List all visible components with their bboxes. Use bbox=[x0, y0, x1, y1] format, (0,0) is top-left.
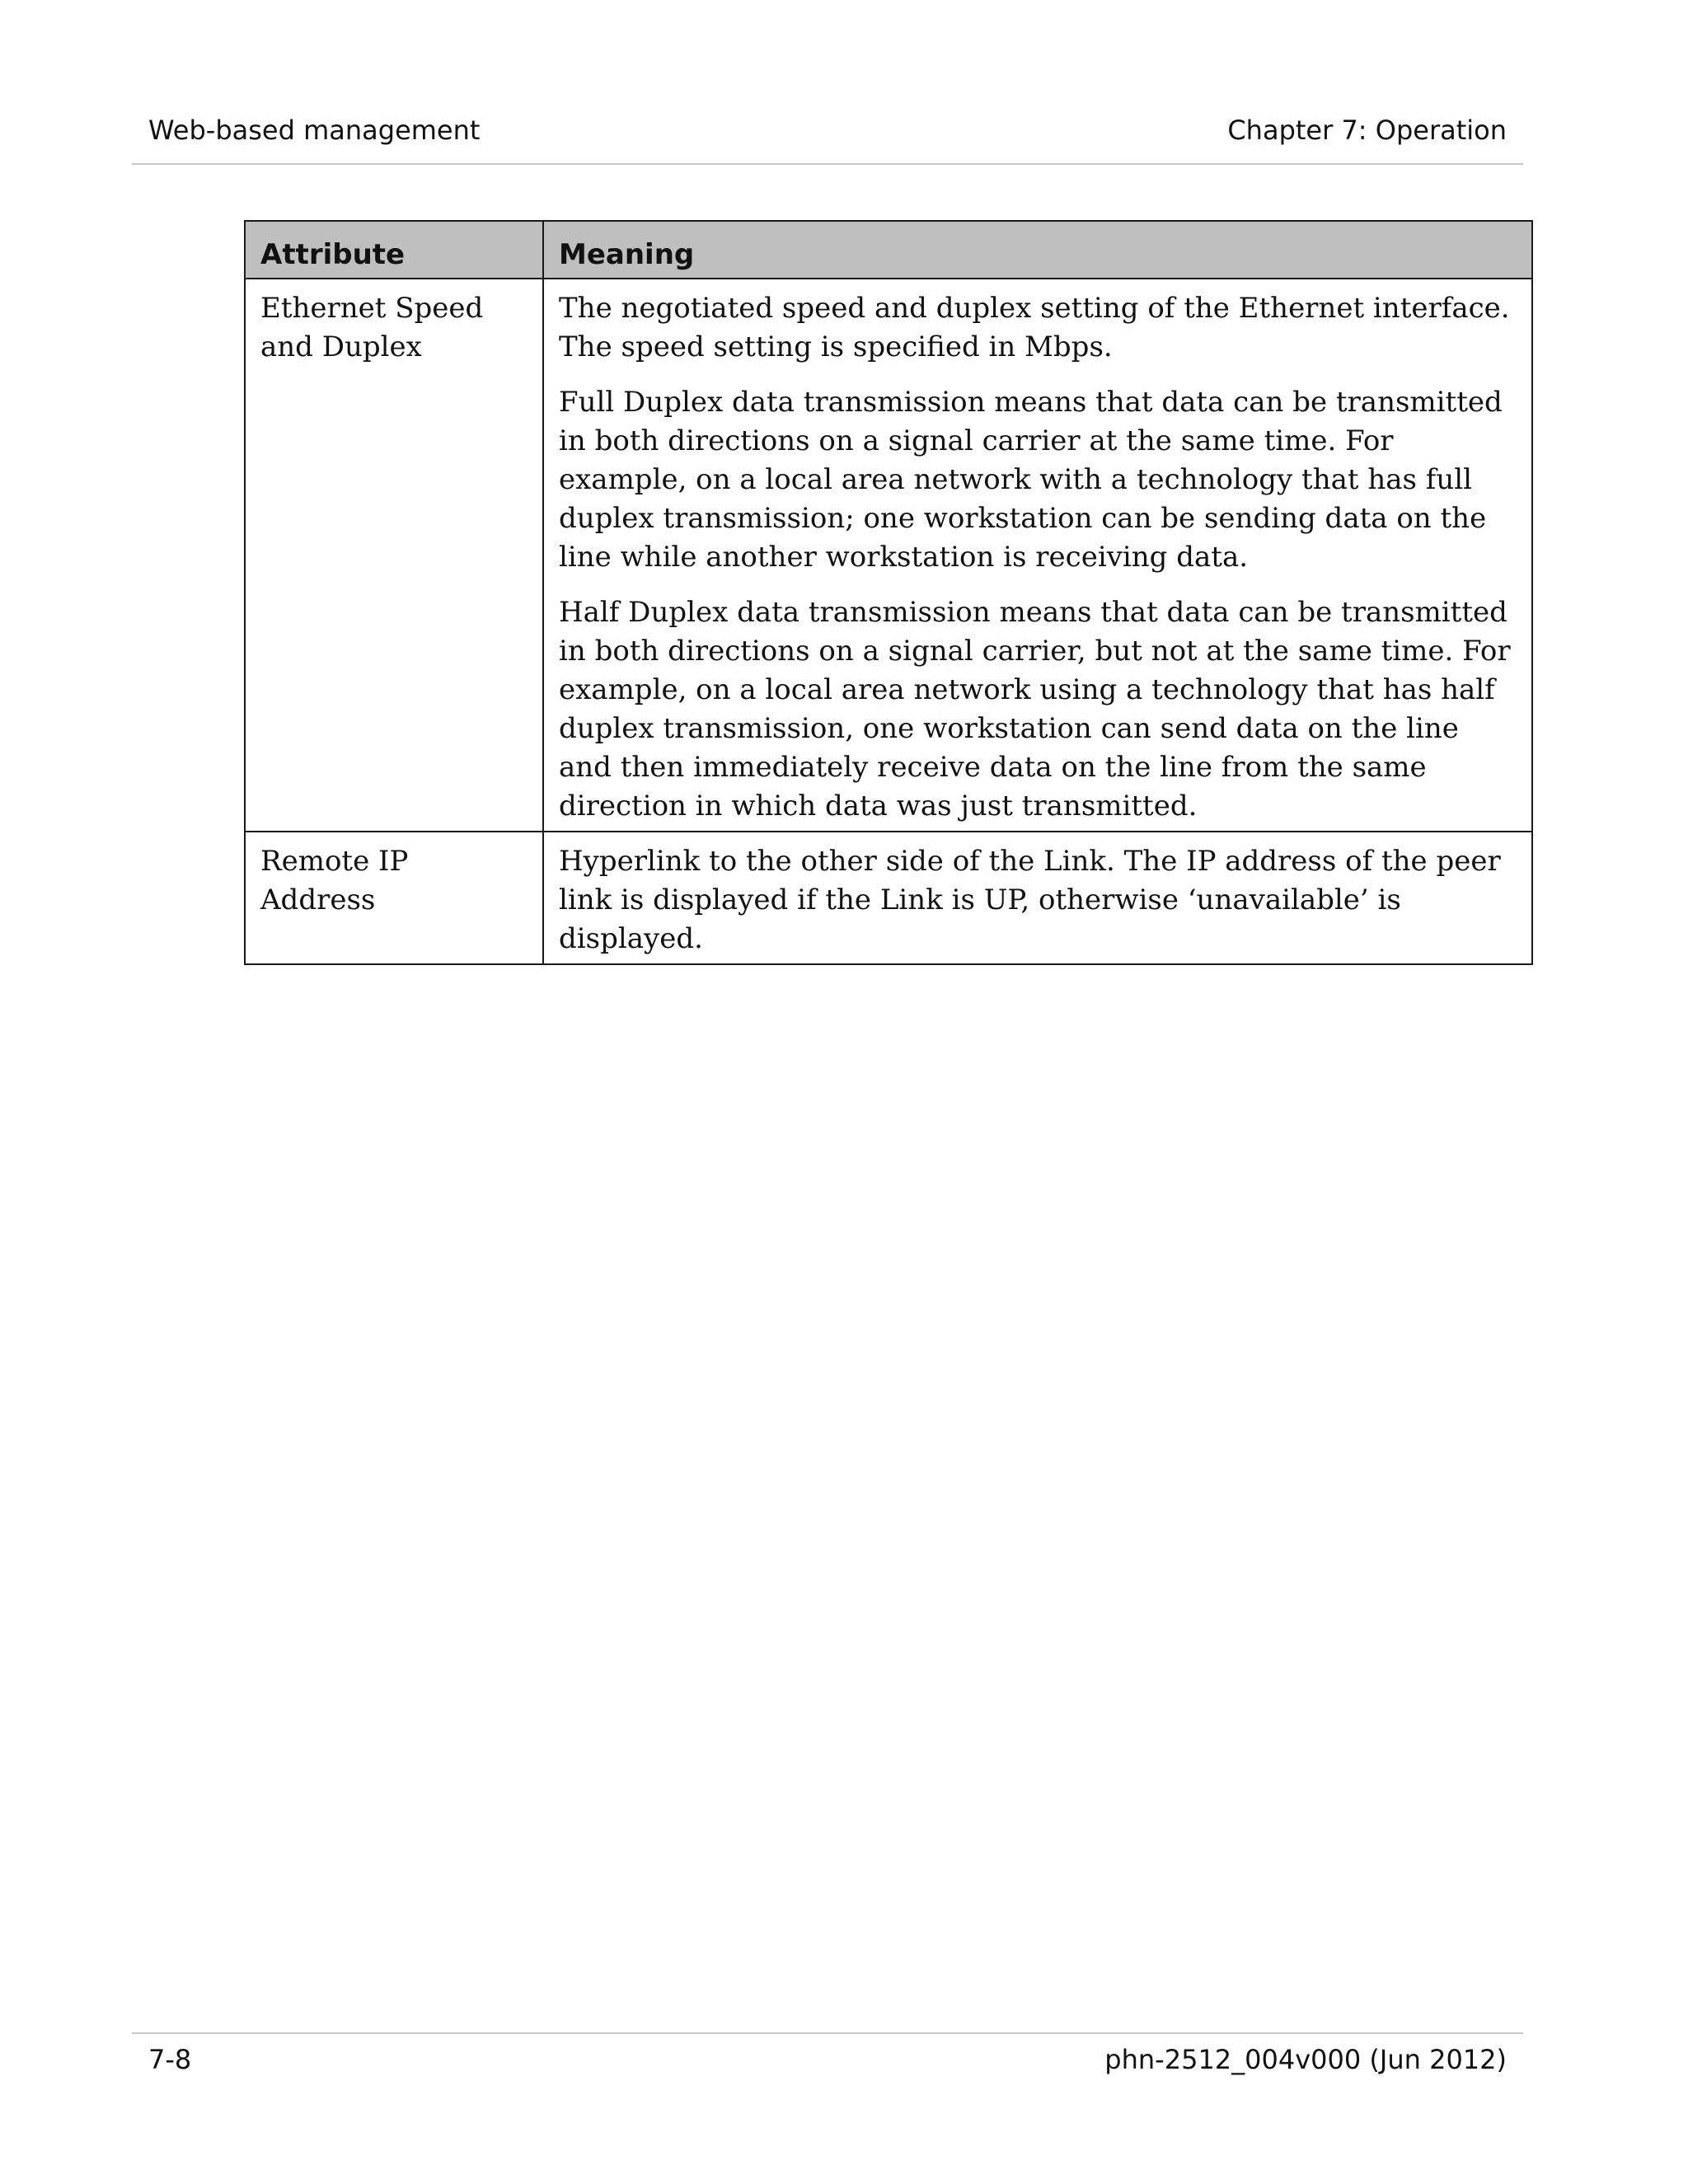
attribute-table bbox=[244, 220, 1533, 965]
meaning-cell bbox=[543, 279, 1532, 832]
meaning-paragraph: Hyperlink to the other side of the Link. The IP address of the peer link is displayed if the Link is UP, otherwise ‘unavailable’ is displayed. bbox=[559, 845, 1501, 955]
attribute-cell: Remote IP Address bbox=[245, 832, 543, 964]
meaning-paragraph: Full Duplex data transmission means that data can be transmitted in both directions on a signal carrier at the same time. For example, on a local area network with a technology that has full duplex transmission; one workstation can be sending data on the line while another workstation is receiving data. bbox=[559, 386, 1503, 574]
page-number: 7-8 bbox=[148, 2044, 192, 2075]
meaning-paragraph: Half Duplex data transmission means that data can be transmitted in both directions on a signal carrier, but not at the same time. For example, on a local area network using a technology that has half duplex transmission, one workstation can send data on the line and then immediately receive data on the line from the same direction in which data was just transmitted. bbox=[559, 596, 1511, 823]
table-row bbox=[245, 279, 1532, 832]
column-header-attribute: Attribute bbox=[245, 221, 543, 279]
column-header-meaning: Meaning bbox=[543, 221, 1532, 279]
meaning-cell bbox=[543, 832, 1532, 964]
attribute-cell: Ethernet Speed and Duplex bbox=[245, 279, 543, 832]
document-id: phn-2512_004v000 (Jun 2012) bbox=[1104, 2044, 1507, 2075]
table-header-row bbox=[245, 221, 1532, 279]
table-row bbox=[245, 832, 1532, 964]
header-chapter-title: Chapter 7: Operation bbox=[1227, 115, 1507, 146]
meaning-paragraph: The negotiated speed and duplex setting of the Ethernet interface. The speed setting is specified in Mbps. bbox=[559, 292, 1510, 363]
running-footer bbox=[132, 2032, 1523, 2100]
header-section-title: Web-based management bbox=[148, 115, 481, 146]
running-header bbox=[132, 0, 1523, 165]
